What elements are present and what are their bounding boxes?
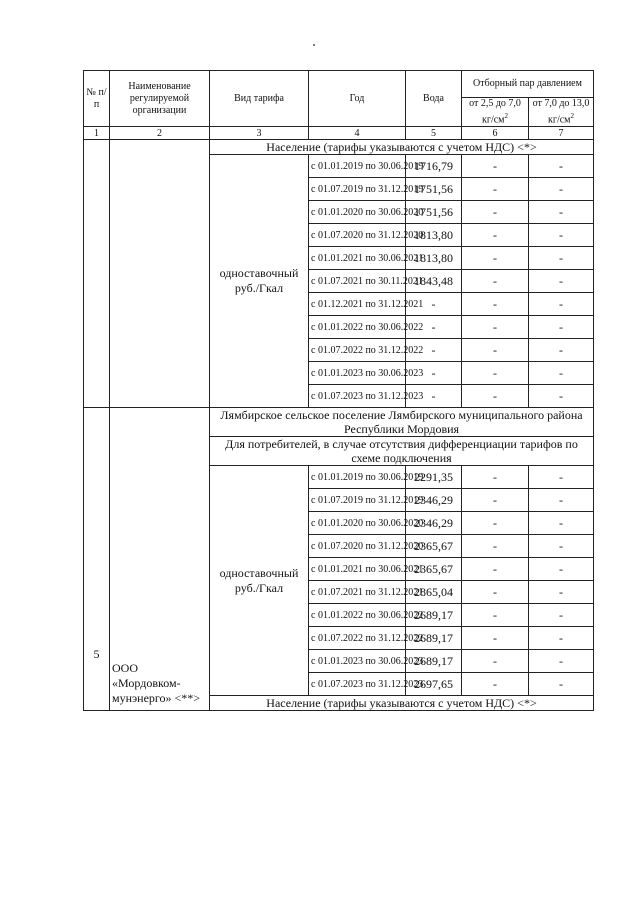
tariff-water: 2689,17 <box>406 604 462 627</box>
tariff-period: с 01.07.2022 по 31.12.2022 <box>309 627 406 650</box>
tariff-period: с 01.07.2023 по 31.12.2023 <box>309 385 406 408</box>
header-steam-low <box>462 98 529 127</box>
tariff-water: 1813,80 <box>406 224 462 247</box>
tariff-steam-high: - <box>529 293 594 316</box>
colnum-4: 4 <box>309 127 406 140</box>
tariff-steam-low: - <box>462 627 529 650</box>
tariff-steam-low: - <box>462 604 529 627</box>
settlement-label: Лямбирское сельское поселение Лямбирского муниципального района Республики Мордовия <box>210 408 594 437</box>
tariff-steam-low: - <box>462 535 529 558</box>
section2-tariff-kind: одноставочный руб./Гкал <box>210 466 309 696</box>
tariff-steam-high: - <box>529 339 594 362</box>
tariff-water: 1751,56 <box>406 201 462 224</box>
header-steam-group: Отборный пар давлением <box>462 71 594 98</box>
colnum-2: 2 <box>110 127 210 140</box>
tariff-period: с 01.12.2021 по 31.12.2021 <box>309 293 406 316</box>
tariff-steam-low: - <box>462 385 529 408</box>
header-water: Вода <box>406 71 462 127</box>
column-numbers-row <box>84 127 594 140</box>
tariff-water: 2346,29 <box>406 512 462 535</box>
tariff-steam-low: - <box>462 316 529 339</box>
tariff-table <box>83 70 594 711</box>
tariff-period: с 01.07.2019 по 31.12.2019 <box>309 489 406 512</box>
header-steam-low-text: от 2,5 до 7,0 кг/см <box>469 98 521 126</box>
tariff-steam-high: - <box>529 247 594 270</box>
tariff-steam-low: - <box>462 466 529 489</box>
scan-speck <box>313 44 315 46</box>
tariff-steam-low: - <box>462 489 529 512</box>
tariff-steam-low: - <box>462 339 529 362</box>
tariff-steam-high: - <box>529 627 594 650</box>
tariff-steam-high: - <box>529 316 594 339</box>
tariff-period: с 01.07.2020 по 31.12.2020 <box>309 535 406 558</box>
tariff-steam-low: - <box>462 293 529 316</box>
tariff-water: 2365,67 <box>406 558 462 581</box>
header-tariff-kind: Вид тарифа <box>210 71 309 127</box>
tariff-steam-high: - <box>529 489 594 512</box>
tariff-steam-low: - <box>462 155 529 178</box>
tariff-steam-low: - <box>462 178 529 201</box>
tariff-water: - <box>406 385 462 408</box>
section1-org-cell <box>110 140 210 408</box>
tariff-steam-high: - <box>529 155 594 178</box>
tariff-period: с 01.07.2023 по 31.12.2023 <box>309 673 406 696</box>
tariff-water: - <box>406 362 462 385</box>
tariff-water: 1716,79 <box>406 155 462 178</box>
tariff-steam-high: - <box>529 581 594 604</box>
tariff-period: с 01.07.2021 по 31.12.2021 <box>309 581 406 604</box>
header-steam-high-text: от 7,0 до 13,0 кг/см <box>532 98 590 126</box>
header-steam-high <box>529 98 594 127</box>
tariff-period: с 01.01.2020 по 30.06.2020 <box>309 512 406 535</box>
tariff-steam-low: - <box>462 362 529 385</box>
tariff-steam-high: - <box>529 385 594 408</box>
section1-population-label: Население (тарифы указываются с учетом НДС) <*> <box>210 140 594 155</box>
tariff-period: с 01.01.2023 по 30.06.2023 <box>309 362 406 385</box>
tariff-water: - <box>406 293 462 316</box>
tariff-period: с 01.07.2021 по 30.11.2021 <box>309 270 406 293</box>
tariff-period: с 01.07.2022 по 31.12.2022 <box>309 339 406 362</box>
tariff-water: - <box>406 339 462 362</box>
tariff-steam-high: - <box>529 535 594 558</box>
header-steam-low-sup: 2 <box>504 112 508 120</box>
colnum-3: 3 <box>210 127 309 140</box>
tariff-period: с 01.01.2019 по 30.06.2019 <box>309 466 406 489</box>
tariff-water: 2365,67 <box>406 535 462 558</box>
tariff-water: 2689,17 <box>406 650 462 673</box>
tariff-steam-high: - <box>529 224 594 247</box>
section-population-body <box>84 140 594 408</box>
tariff-steam-low: - <box>462 224 529 247</box>
tariff-period: с 01.01.2022 по 30.06.2022 <box>309 604 406 627</box>
colnum-1: 1 <box>84 127 110 140</box>
section1-tariff-kind: одноставочный руб./Гкал <box>210 155 309 408</box>
org-index: 5 <box>84 408 110 711</box>
tariff-steam-low: - <box>462 512 529 535</box>
tariff-steam-low: - <box>462 201 529 224</box>
tariff-steam-high: - <box>529 178 594 201</box>
tariff-steam-high: - <box>529 512 594 535</box>
tariff-period: с 01.01.2021 по 30.06.2021 <box>309 558 406 581</box>
org-name: ООО «Мордовком-мунэнерго» <**> <box>110 408 210 711</box>
tariff-steam-high: - <box>529 558 594 581</box>
tariff-steam-high: - <box>529 466 594 489</box>
tariff-water: 1813,80 <box>406 247 462 270</box>
tariff-steam-low: - <box>462 650 529 673</box>
tariff-water: 2689,17 <box>406 627 462 650</box>
tariff-water: 1843,48 <box>406 270 462 293</box>
colnum-5: 5 <box>406 127 462 140</box>
tariff-steam-high: - <box>529 673 594 696</box>
tariff-period: с 01.07.2019 по 31.12.2019 <box>309 178 406 201</box>
tariff-water: 2697,65 <box>406 673 462 696</box>
section-organization-5-body <box>84 408 594 711</box>
tariff-water: 1751,56 <box>406 178 462 201</box>
tariff-period: с 01.01.2019 по 30.06.2019 <box>309 155 406 178</box>
tariff-steam-low: - <box>462 673 529 696</box>
tariff-steam-low: - <box>462 558 529 581</box>
colnum-6: 6 <box>462 127 529 140</box>
header-year: Год <box>309 71 406 127</box>
tariff-period: с 01.01.2023 по 30.06.2023 <box>309 650 406 673</box>
tariff-water: 2865,04 <box>406 581 462 604</box>
tariff-steam-low: - <box>462 581 529 604</box>
section1-index-cell <box>84 140 110 408</box>
tariff-water: 2346,29 <box>406 489 462 512</box>
tariff-steam-high: - <box>529 362 594 385</box>
tariff-water: 2291,35 <box>406 466 462 489</box>
header-steam-high-sup: 2 <box>570 112 574 120</box>
tariff-water: - <box>406 316 462 339</box>
tariff-steam-high: - <box>529 650 594 673</box>
header-organization: Наименование регулируемой организации <box>110 71 210 127</box>
header-index: № п/п <box>84 71 110 127</box>
tariff-steam-high: - <box>529 604 594 627</box>
tariff-steam-low: - <box>462 247 529 270</box>
tariff-steam-high: - <box>529 201 594 224</box>
tariff-period: с 01.01.2021 по 30.06.2021 <box>309 247 406 270</box>
tariff-steam-low: - <box>462 270 529 293</box>
tariff-steam-high: - <box>529 270 594 293</box>
tariff-period: с 01.07.2020 по 31.12.2020 <box>309 224 406 247</box>
tariff-period: с 01.01.2022 по 30.06.2022 <box>309 316 406 339</box>
colnum-7: 7 <box>529 127 594 140</box>
section2-population-label: Население (тарифы указываются с учетом НДС) <*> <box>210 696 594 711</box>
consumers-label: Для потребителей, в случае отсутствия дифференциации тарифов по схеме подключения <box>210 437 594 466</box>
tariff-period: с 01.01.2020 по 30.06.2020 <box>309 201 406 224</box>
